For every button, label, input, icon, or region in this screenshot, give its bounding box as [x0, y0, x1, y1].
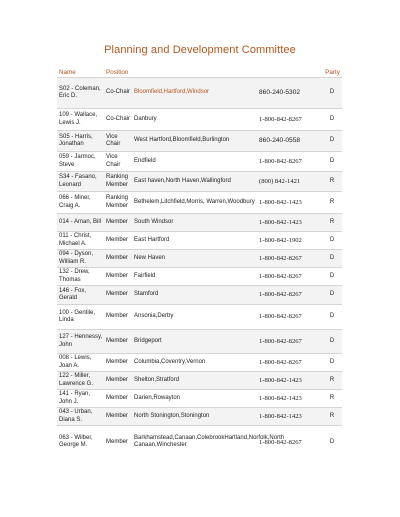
table-row: [57, 192, 342, 214]
member-phone: 1-800-842-1423: [257, 408, 321, 426]
table-row: [57, 152, 342, 172]
member-towns: East Hartford: [132, 232, 257, 250]
member-phone: 1-800-842-8267: [257, 268, 321, 286]
table-row: [57, 286, 342, 305]
member-towns: Endfield: [132, 152, 257, 172]
member-party: R: [321, 390, 342, 408]
table-header-row: [57, 66, 342, 78]
member-position: Member: [104, 305, 132, 330]
table-row: [57, 426, 342, 459]
member-position: Member: [104, 390, 132, 408]
member-phone: 860-240-5302: [257, 78, 321, 109]
table-row: [57, 354, 342, 372]
member-party: R: [321, 408, 342, 426]
member-position: Co-Chair: [104, 109, 132, 131]
member-party: D: [321, 152, 342, 172]
members-table: [57, 66, 342, 459]
member-towns: Ansonia,Derby: [132, 305, 257, 330]
member-phone: 1-800-842-1902: [257, 232, 321, 250]
member-towns: Fairfield: [132, 268, 257, 286]
member-phone: 1-800-842-1423: [257, 390, 321, 408]
table-row: [57, 172, 342, 192]
member-party: D: [321, 305, 342, 330]
member-party: D: [321, 131, 342, 152]
table-row: [57, 131, 342, 152]
member-towns: Darien,Rowayton: [132, 390, 257, 408]
member-towns: North Stonington,Stonington: [132, 408, 257, 426]
table-row: [57, 78, 342, 109]
member-phone: 1-800-842-8267: [257, 109, 321, 131]
member-position: Member: [104, 250, 132, 268]
member-towns: Bloomfield,Hartford,Windsor: [132, 78, 257, 109]
member-party: D: [321, 78, 342, 109]
member-phone: 1-800-842-8267: [257, 354, 321, 372]
member-towns: Bridgeport: [132, 330, 257, 354]
member-name: 100 - Gentile, Linda: [57, 305, 104, 330]
header-phone: [257, 66, 321, 78]
member-phone: 1-800-842-8267: [257, 286, 321, 305]
member-name: 063 - Wilber, George M.: [57, 426, 104, 459]
member-position: Member: [104, 268, 132, 286]
member-phone: 1-800-842-8267: [257, 152, 321, 172]
member-party: D: [321, 354, 342, 372]
member-party: D: [321, 426, 342, 459]
member-party: R: [321, 372, 342, 390]
member-phone: 1-800-842-8267: [257, 250, 321, 268]
member-party: R: [321, 192, 342, 214]
table-row: [57, 408, 342, 426]
member-phone: 1-800-842-1423: [257, 192, 321, 214]
table-row: [57, 214, 342, 232]
member-position: Vice Chair: [104, 152, 132, 172]
member-name: 043 - Urban, Diana S.: [57, 408, 104, 426]
table-row: [57, 109, 342, 131]
header-position: Position: [106, 69, 129, 76]
table-row: [57, 372, 342, 390]
header-towns: [132, 66, 257, 78]
member-position: Member: [104, 330, 132, 354]
member-name: 127 - Hennessy, John: [57, 330, 104, 354]
table-row: [57, 268, 342, 286]
member-name: 066 - Miner, Craig A.: [57, 192, 104, 214]
member-phone: 1-800-842-1423: [257, 372, 321, 390]
member-phone: 860-240-0558: [257, 131, 321, 152]
member-position: Member: [104, 214, 132, 232]
header-name: Name: [59, 69, 76, 76]
table-row: [57, 232, 342, 250]
member-towns: Danbury: [132, 109, 257, 131]
member-name: 146 - Fox, Gerald: [57, 286, 104, 305]
member-position: Member: [104, 408, 132, 426]
member-position: Member: [104, 232, 132, 250]
table-row: [57, 305, 342, 330]
member-party: D: [321, 232, 342, 250]
member-name: 011 - Christ, Michael A.: [57, 232, 104, 250]
member-party: D: [321, 109, 342, 131]
committee-title: Planning and Development Committee: [104, 44, 296, 56]
member-name: S34 - Fasano, Leonard: [57, 172, 104, 192]
member-party: D: [321, 250, 342, 268]
member-name: S02 - Coleman, Eric D.: [57, 78, 104, 109]
member-name: 059 - Jarmoc, Steve: [57, 152, 104, 172]
member-name: 109 - Wallace, Lewis J.: [57, 109, 104, 131]
member-phone: 1-800-842-8267: [257, 426, 321, 459]
member-towns: South Windsor: [132, 214, 257, 232]
member-towns: West Hartford,Bloomfield,Burlington: [132, 131, 257, 152]
member-position: Ranking Member: [104, 172, 132, 192]
member-party: D: [321, 268, 342, 286]
member-position: Member: [104, 354, 132, 372]
member-position: Co-Chair: [104, 78, 132, 109]
member-name: 122 - Miller, Lawrence G.: [57, 372, 104, 390]
member-party: D: [321, 286, 342, 305]
member-towns: East haven,North Haven,Wallingford: [132, 172, 257, 192]
header-party: Party: [325, 69, 340, 76]
table-row: [57, 250, 342, 268]
member-position: Vice Chair: [104, 131, 132, 152]
member-towns: Stamford: [132, 286, 257, 305]
member-phone: 1-800-842-1423: [257, 214, 321, 232]
member-party: R: [321, 172, 342, 192]
member-position: Ranking Member: [104, 192, 132, 214]
member-party: R: [321, 214, 342, 232]
member-name: 094 - Dyson, William R.: [57, 250, 104, 268]
member-phone: 1-800-842-8267: [257, 330, 321, 354]
member-towns: New Haven: [132, 250, 257, 268]
table-row: [57, 330, 342, 354]
member-position: Member: [104, 372, 132, 390]
member-name: 008 - Lewis, Joan A.: [57, 354, 104, 372]
member-phone: 1-800-842-8267: [257, 305, 321, 330]
member-towns: Shelton,Stratford: [132, 372, 257, 390]
table-row: [57, 390, 342, 408]
member-position: Member: [104, 286, 132, 305]
member-towns: Barkhamstead,Canaan,ColebrookHartland,Norfolk,North Canaan,Winchester: [132, 426, 257, 459]
member-party: D: [321, 330, 342, 354]
member-name: S05 - Harris, Jonathan: [57, 131, 104, 152]
member-towns: Columbia,Coventry,Vernon: [132, 354, 257, 372]
member-name: 014 - Aman, Bill: [57, 214, 104, 232]
member-name: 132 - Drew, Thomas: [57, 268, 104, 286]
member-phone: (800) 842-1421: [257, 172, 321, 192]
member-name: 141 - Ryan, John J.: [57, 390, 104, 408]
member-towns: Bethelem,Litchfield,Morris, Warren,Woodbury: [132, 192, 257, 214]
member-position: Member: [104, 426, 132, 459]
